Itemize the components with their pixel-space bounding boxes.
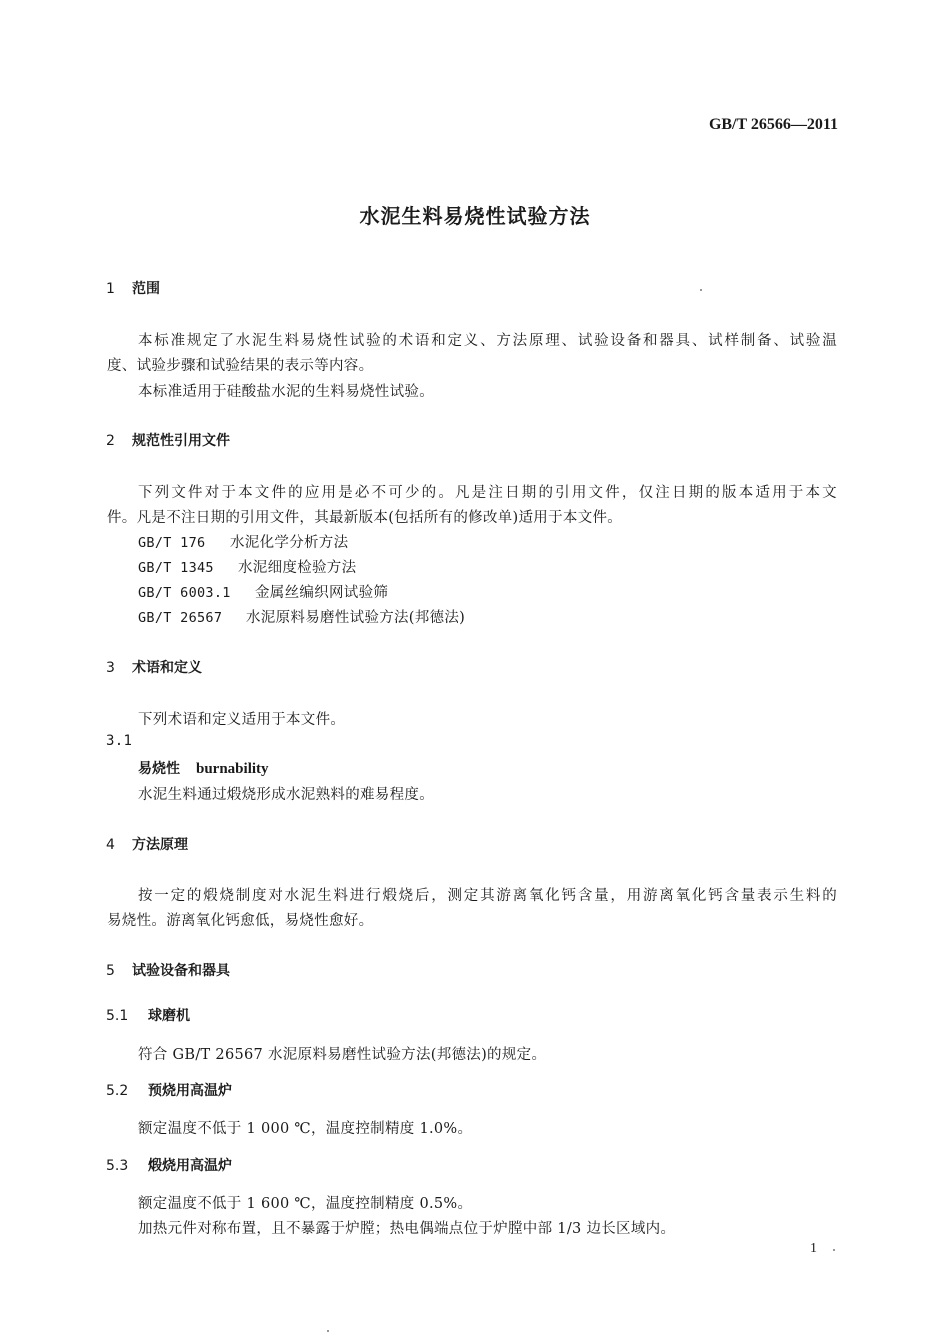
- section-number: 4: [106, 837, 115, 853]
- subsection-5-3-heading: [106, 1155, 232, 1175]
- term-chinese: 易烧性: [138, 761, 180, 777]
- reference-code: GB/T 176: [138, 535, 206, 551]
- section-2-heading: [106, 430, 230, 450]
- reference-code: GB/T 6003.1: [138, 585, 231, 601]
- section-5-heading: [106, 960, 230, 980]
- section-title: 方法原理: [132, 837, 188, 853]
- term-number: 3.1: [106, 733, 133, 749]
- reference-code: GB/T 26567: [138, 610, 223, 626]
- reference-item: [138, 581, 388, 602]
- s4-paragraph-line-1: 按一定的煅烧制度对水泥生料进行煅烧后，测定其游离氧化钙含量，用游离氧化钙含量表示生料的: [138, 888, 837, 904]
- reference-code: GB/T 1345: [138, 560, 214, 576]
- reference-title: 水泥原料易磨性试验方法(邦德法): [246, 610, 466, 626]
- section-number: 2: [106, 433, 115, 449]
- scan-speck: [327, 1330, 329, 1332]
- s2-paragraph-line-2: 件。凡是不注日期的引用文件，其最新版本(包括所有的修改单)适用于本文件。: [107, 510, 623, 526]
- term-definition: 水泥生料通过煅烧形成水泥熟料的难易程度。: [138, 787, 434, 803]
- subsection-title: 煅烧用高温炉: [148, 1158, 232, 1174]
- subsection-5-2-text: 额定温度不低于 1 000 ℃，温度控制精度 1.0%。: [138, 1121, 473, 1137]
- scan-speck: [833, 1249, 835, 1251]
- term-entry: [138, 758, 269, 778]
- section-title: 规范性引用文件: [132, 433, 230, 449]
- reference-item: [138, 531, 348, 552]
- standard-code: GB/T 26566—2011: [708, 116, 838, 133]
- section-3-heading: [106, 657, 202, 677]
- document-title: 水泥生料易烧性试验方法: [359, 204, 591, 228]
- section-number: 5: [106, 963, 115, 979]
- subsection-number: 5.2: [106, 1083, 129, 1099]
- s1-paragraph-line-1: 本标准规定了水泥生料易烧性试验的术语和定义、方法原理、试验设备和器具、试样制备、试验温: [138, 333, 837, 349]
- subsection-title: 预烧用高温炉: [148, 1083, 232, 1099]
- subsection-number: 5.1: [106, 1008, 129, 1024]
- s2-paragraph-line-1: 下列文件对于本文件的应用是必不可少的。凡是注日期的引用文件，仅注日期的版本适用于本文: [138, 485, 837, 501]
- section-number: 3: [106, 660, 115, 676]
- s1-paragraph-line-2: 度、试验步骤和试验结果的表示等内容。: [107, 358, 374, 374]
- subsection-5-3-text-1: 额定温度不低于 1 600 ℃，温度控制精度 0.5%。: [138, 1196, 473, 1212]
- s3-intro: 下列术语和定义适用于本文件。: [138, 712, 346, 728]
- section-title: 范围: [132, 281, 160, 297]
- page-number: 1: [810, 1241, 817, 1256]
- s4-paragraph-line-2: 易烧性。游离氧化钙愈低，易烧性愈好。: [107, 913, 374, 929]
- section-1-heading: [106, 278, 160, 298]
- reference-title: 金属丝编织网试验筛: [255, 585, 389, 601]
- section-number: 1: [106, 281, 115, 297]
- section-title: 试验设备和器具: [132, 963, 230, 979]
- reference-item: [138, 556, 356, 577]
- scan-speck: [700, 289, 702, 291]
- subsection-5-3-text-2: 加热元件对称布置，且不暴露于炉膛；热电偶端点位于炉膛中部 1/3 边长区域内。: [138, 1221, 676, 1237]
- reference-item: [138, 606, 465, 627]
- subsection-number: 5.3: [106, 1158, 129, 1174]
- reference-title: 水泥化学分析方法: [230, 535, 349, 551]
- subsection-5-2-heading: [106, 1080, 232, 1100]
- subsection-5-1-heading: [106, 1005, 190, 1025]
- section-title: 术语和定义: [132, 660, 202, 676]
- section-4-heading: [106, 834, 188, 854]
- subsection-title: 球磨机: [148, 1008, 190, 1024]
- term-english: burnability: [196, 761, 269, 777]
- subsection-5-1-text: 符合 GB/T 26567 水泥原料易磨性试验方法(邦德法)的规定。: [138, 1047, 547, 1063]
- reference-title: 水泥细度检验方法: [238, 560, 357, 576]
- s1-paragraph-2: 本标准适用于硅酸盐水泥的生料易烧性试验。: [138, 384, 434, 400]
